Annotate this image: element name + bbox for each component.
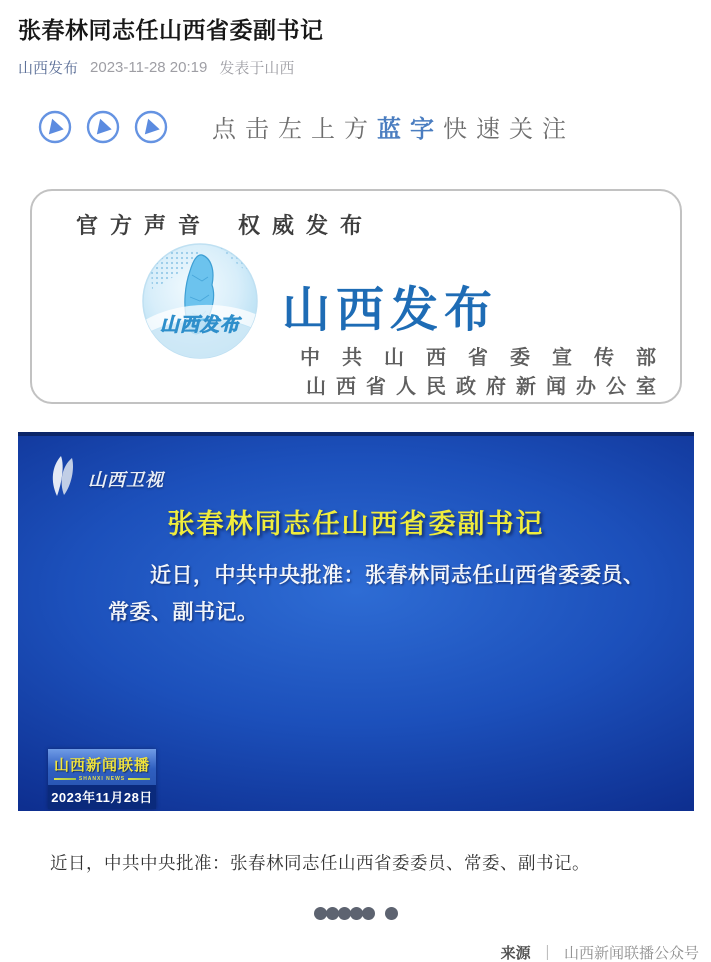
badge-program-name: 山西新闻联播 <box>53 756 150 774</box>
publish-time: 2023-11-28 20:19 <box>90 58 208 76</box>
follow-hint-prefix: 点击左上方 <box>212 116 377 144</box>
department-line-2: 山西省人民政府新闻办公室 <box>306 375 666 398</box>
play-icons <box>38 110 168 144</box>
caption-line-2: 常委、副书记。 <box>108 600 259 624</box>
official-box-heading <box>76 209 374 240</box>
badge-english-name: SHANXI NEWS <box>78 775 126 782</box>
tv-swoosh-icon <box>46 454 86 498</box>
badge-top <box>48 749 156 785</box>
news-program-badge <box>48 749 156 809</box>
follow-hint-text <box>212 109 575 144</box>
official-banner-image <box>30 189 682 404</box>
follow-hint-suffix: 快速关注 <box>443 116 575 144</box>
play-circle-icon <box>86 110 120 144</box>
video-headline: 张春林同志任山西省委副书记 <box>167 508 545 539</box>
separator-dot <box>362 907 375 920</box>
video-thumbnail[interactable] <box>18 432 694 811</box>
source-label: 来源 <box>500 945 531 962</box>
byline <box>18 57 693 78</box>
account-link[interactable]: 山西发布 <box>18 59 79 77</box>
globe-logo-icon <box>140 241 260 361</box>
publish-location: 发表于山西 <box>219 59 295 77</box>
department-line-1: 中共山西省委宣传部 <box>300 346 678 369</box>
follow-banner <box>38 106 693 148</box>
page-title: 张春林同志任山西省委副书记 <box>18 17 324 43</box>
article-body-paragraph: 近日，中共中央批准：张春林同志任山西省委委员、常委、副书记。 <box>50 852 590 873</box>
heading-authoritative-release: 权威发布 <box>238 212 375 238</box>
separator-dot <box>338 907 351 920</box>
dots-separator <box>0 907 711 920</box>
separator-dot <box>350 907 363 920</box>
badge-rule-right <box>128 778 150 780</box>
source-attribution <box>0 942 711 962</box>
play-circle-icon <box>38 110 72 144</box>
caption-line-1: 近日，中共中央批准：张春林同志任山西省委委员、 <box>150 563 645 587</box>
tv-channel-name: 山西卫视 <box>88 469 164 490</box>
brand-name: 山西发布 <box>282 283 499 337</box>
separator-dot <box>314 907 327 920</box>
source-value: 山西新闻联播公众号 <box>563 945 699 962</box>
heading-official-voice: 官方声音 <box>76 212 213 238</box>
badge-subtitle-row <box>54 776 150 782</box>
video-caption <box>108 558 668 632</box>
play-circle-icon <box>134 110 168 144</box>
source-separator: ｜ <box>539 945 555 962</box>
separator-dot <box>326 907 339 920</box>
follow-hint-highlight: 蓝字 <box>377 116 443 144</box>
separator-dot <box>385 907 398 920</box>
globe-logo-text: 山西发布 <box>159 314 241 336</box>
badge-rule-left <box>54 778 76 780</box>
badge-broadcast-date: 2023年11月28日 <box>48 785 156 809</box>
tv-channel-logo <box>46 454 164 498</box>
